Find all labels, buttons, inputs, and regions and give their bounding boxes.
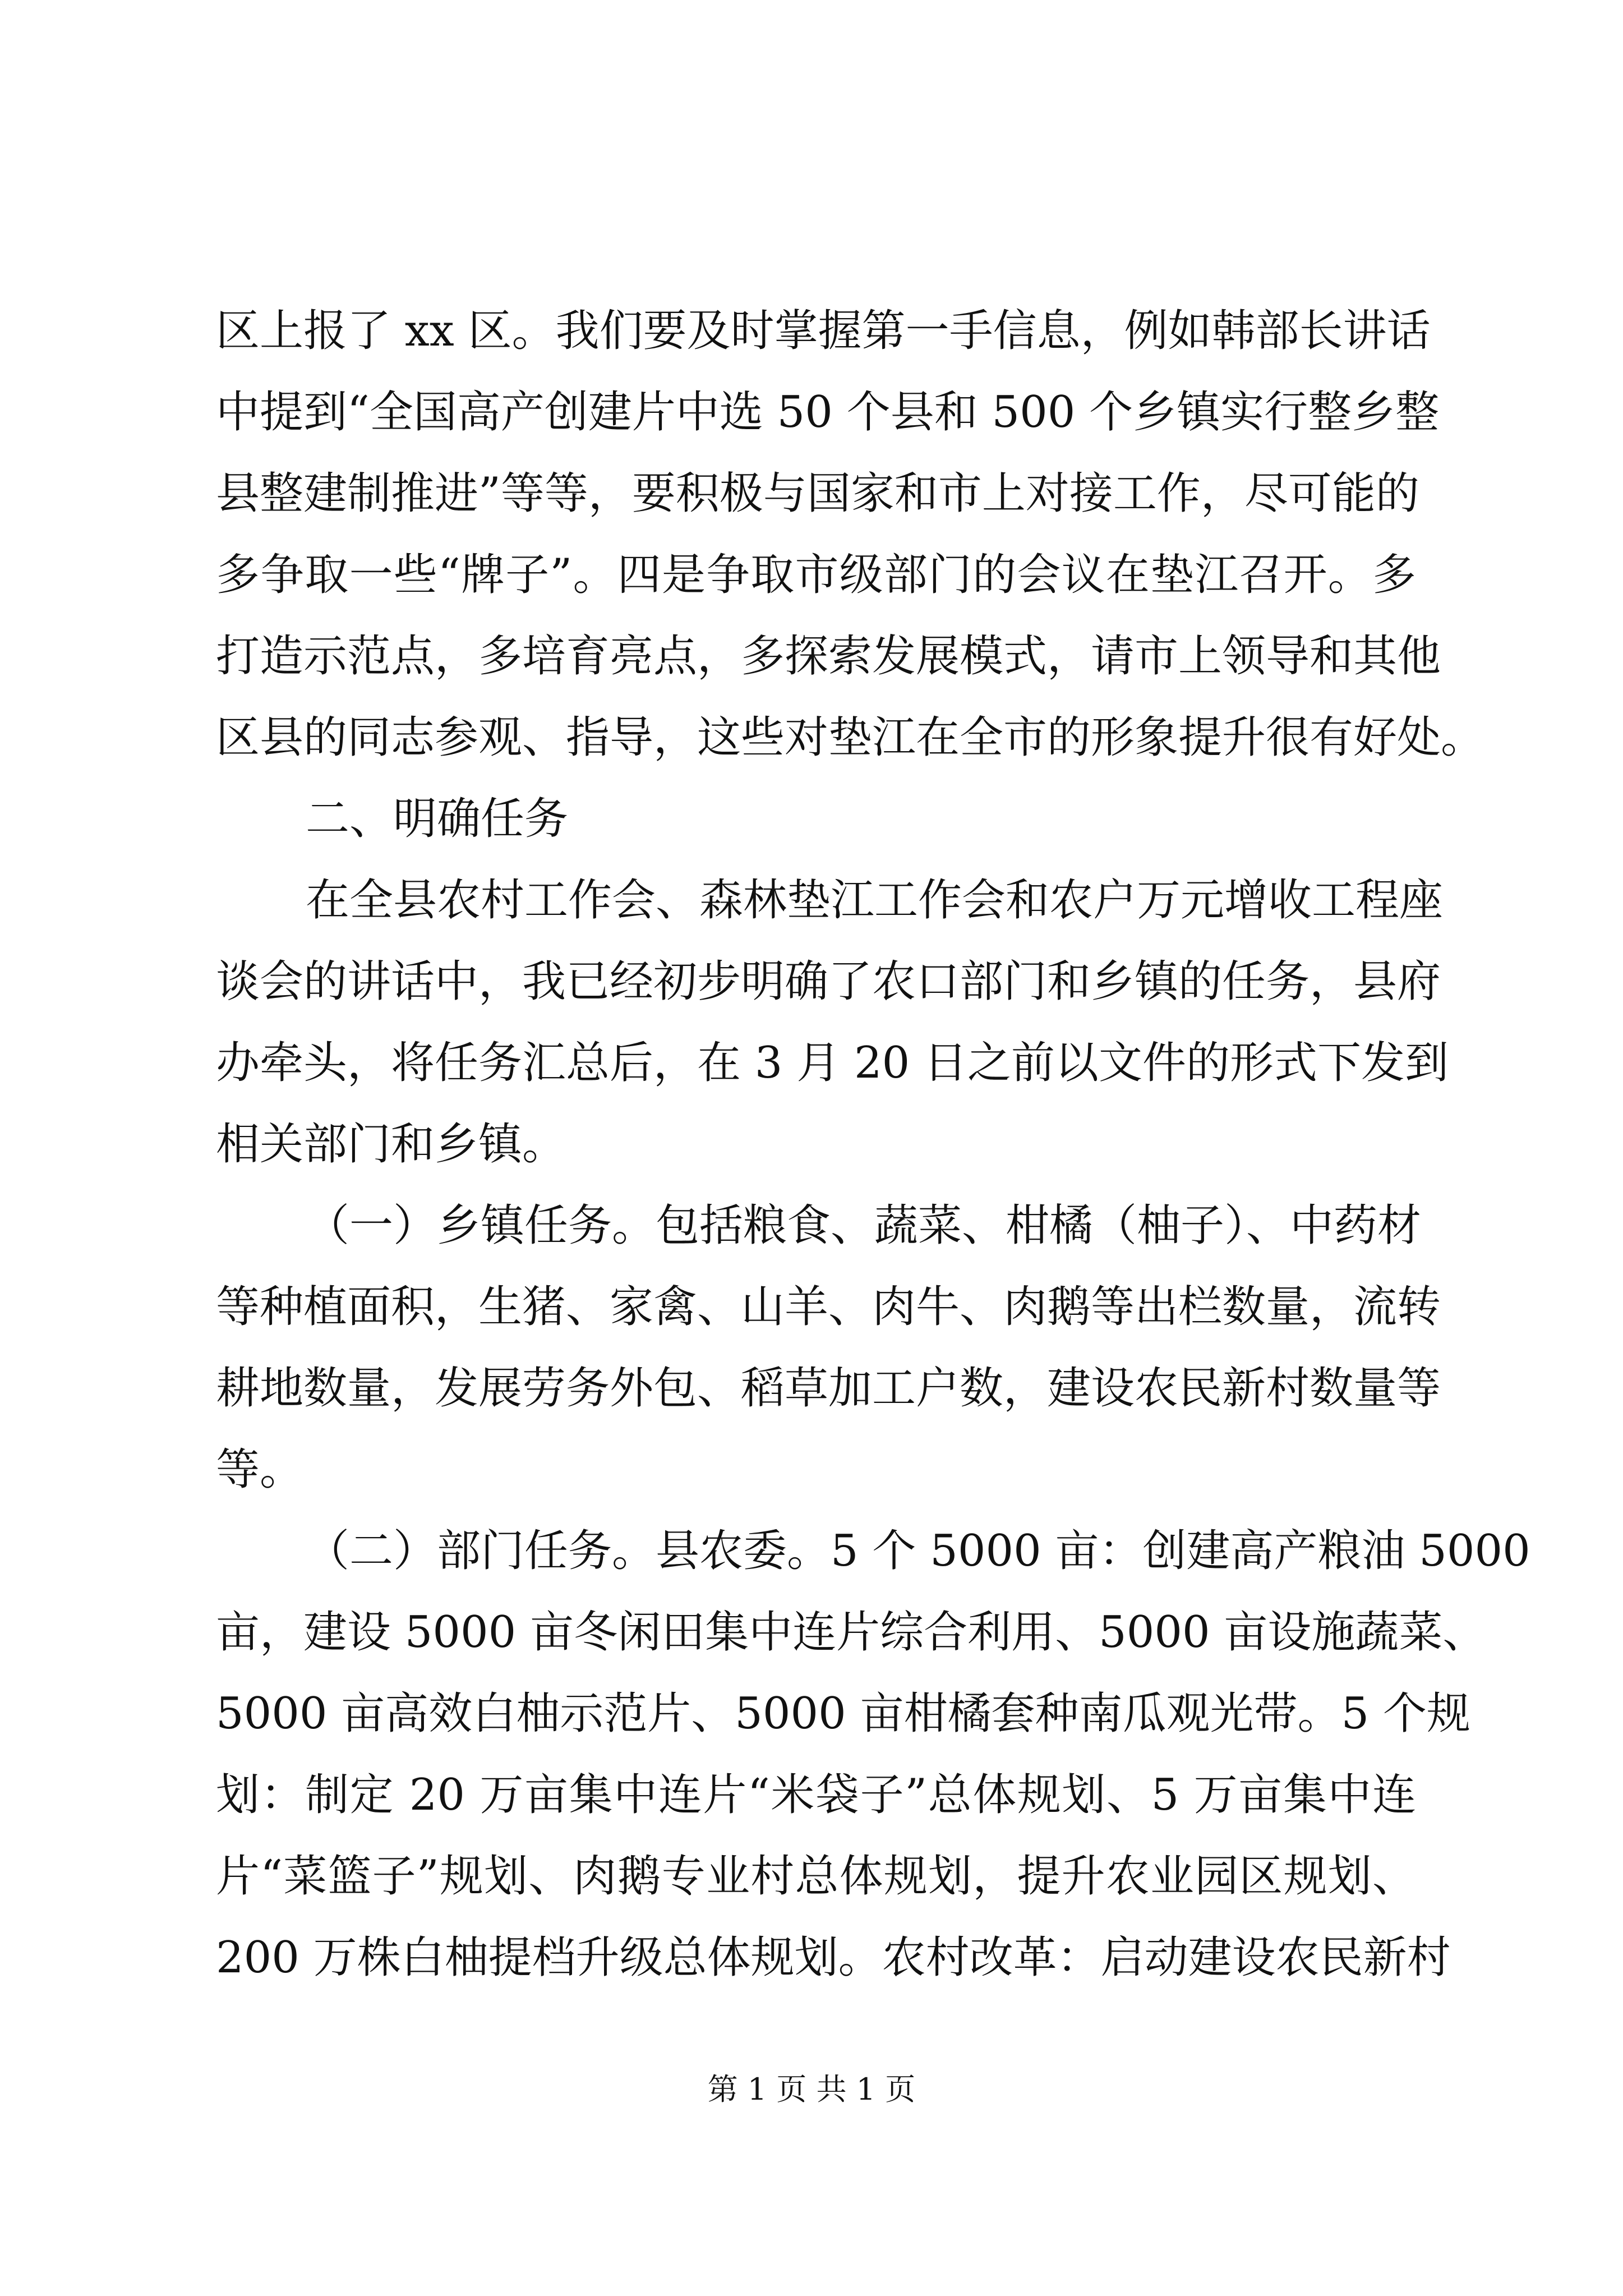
text-line: 在全县农村工作会、森林垫江工作会和农户万元增收工程座 xyxy=(306,875,1444,926)
section-heading: 二、明确任务 xyxy=(306,794,569,844)
text-line: 中提到“全国高产创建片中选 50 个县和 500 个乡镇实行整乡整 xyxy=(216,387,1440,438)
text-line: 等。 xyxy=(216,1444,304,1495)
text-line: 划：制定 20 万亩集中连片“米袋子”总体规划、5 万亩集中连 xyxy=(216,1770,1416,1820)
text-line: 相关部门和乡镇。 xyxy=(216,1119,566,1170)
text-line: 办牵头，将任务汇总后，在 3 月 20 日之前以文件的形式下发到 xyxy=(216,1038,1449,1088)
text-line: 亩，建设 5000 亩冬闲田集中连片综合利用、5000 亩设施蔬菜、 xyxy=(216,1607,1487,1658)
text-line: 多争取一些“牌子”。四是争取市级部门的会议在垫江召开。多 xyxy=(216,550,1416,600)
page-footer: 第 1 页 共 1 页 xyxy=(707,2072,916,2107)
text-line: 等种植面积，生猪、家禽、山羊、肉牛、肉鹅等出栏数量，流转 xyxy=(216,1282,1441,1332)
text-line: 200 万株白柚提档升级总体规划。农村改革：启动建设农民新村 xyxy=(216,1932,1451,1983)
subsection-line: （一）乡镇任务。包括粮食、蔬菜、柑橘（柚子）、中药材 xyxy=(306,1200,1422,1251)
text-line: 打造示范点，多培育亮点，多探索发展模式，请市上领导和其他 xyxy=(216,631,1441,682)
text-line: 区县的同志参观、指导，这些对垫江在全市的形象提升很有好处。 xyxy=(216,712,1485,763)
text-line: 区上报了 xx 区。我们要及时掌握第一手信息，例如韩部长讲话 xyxy=(216,306,1431,356)
text-line: 县整建制推进”等等，要积极与国家和市上对接工作，尽可能的 xyxy=(216,468,1419,519)
text-line: 谈会的讲话中，我已经初步明确了农口部门和乡镇的任务，县府 xyxy=(216,956,1441,1007)
text-line: 5000 亩高效白柚示范片、5000 亩柑橘套种南瓜观光带。5 个规 xyxy=(216,1688,1471,1739)
text-line: 耕地数量，发展劳务外包、稻草加工户数，建设农民新村数量等 xyxy=(216,1363,1441,1414)
text-line: 片“菜篮子”规划、肉鹅专业村总体规划，提升农业园区规划、 xyxy=(216,1851,1416,1902)
subsection-line: （二）部门任务。县农委。5 个 5000 亩：创建高产粮油 5000 xyxy=(306,1526,1530,1576)
